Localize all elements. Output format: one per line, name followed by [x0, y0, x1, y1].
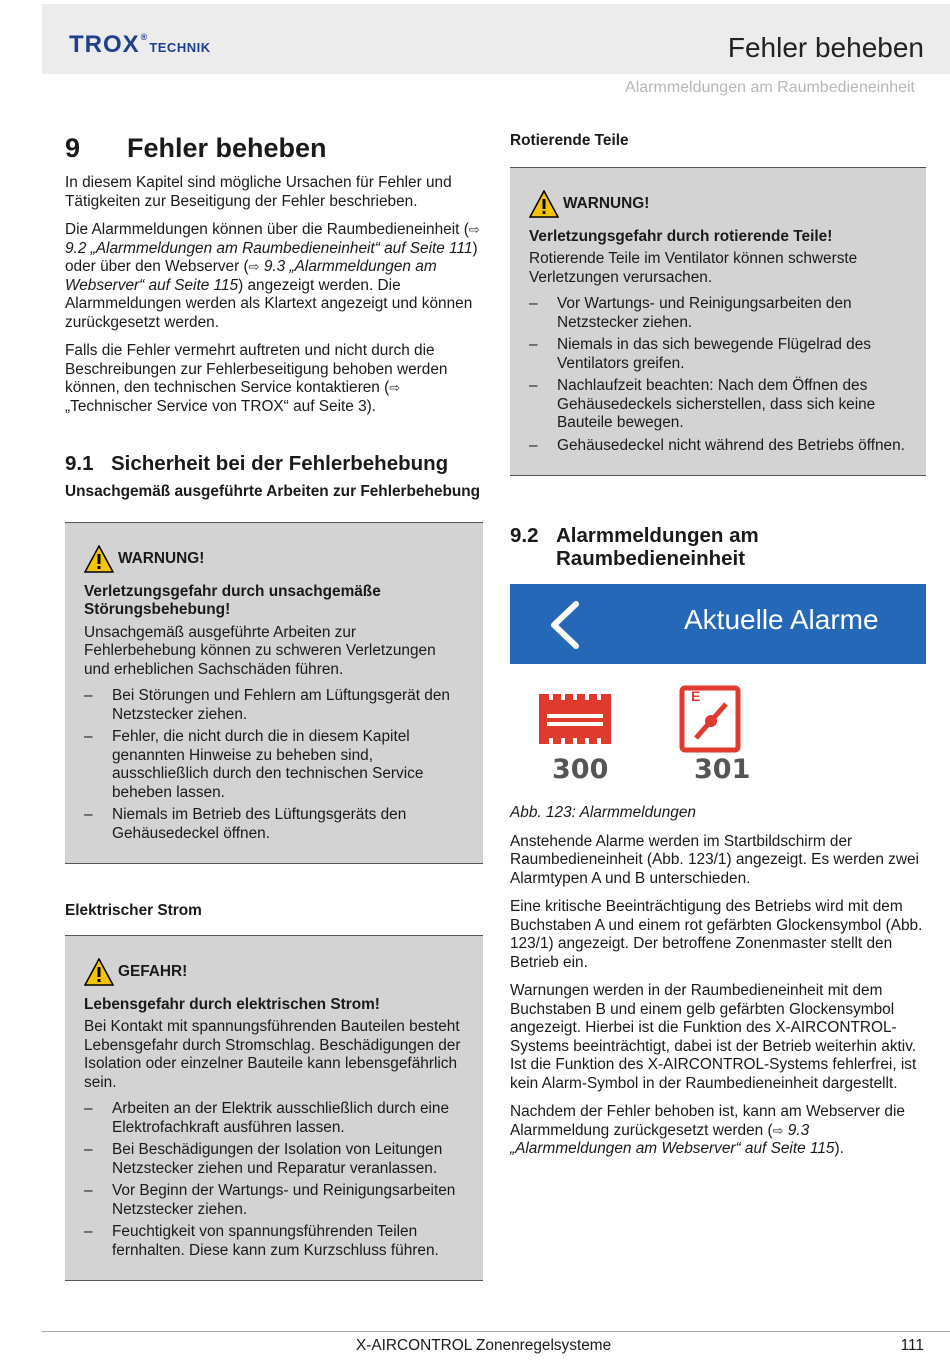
- link-technical-service[interactable]: „Technischer Service von TROX“ auf Seite 3: [65, 397, 367, 415]
- danger-box-electric: [65, 935, 483, 1282]
- footer-product: X-AIRCONTROL Zonenregelsysteme: [356, 1337, 612, 1354]
- list-item: – Gehäusedeckel nicht während des Betriebs öffnen.: [529, 437, 908, 456]
- danger-subtitle: Lebensgefahr durch elektrischen Strom!: [84, 995, 380, 1013]
- alarm-code-300: 300: [552, 754, 609, 785]
- service-paragraph: Falls die Fehler vermehrt auftreten und nicht durch die Beschreibungen zur Fehlerbeseitigung behoben werden können, den technischen Service kontaktieren (⇨ „Technischer Service von TROX“ auf Seite 3).: [65, 342, 448, 415]
- chapter-title: Fehler beheben: [727, 32, 924, 63]
- warning-triangle-icon: [84, 958, 114, 986]
- alarm-para-1: Anstehende Alarme werden im Startbildschirm der Raumbedieneinheit (Abb. 123/1) angezeigt. Es werden zwei Alarmtypen A und B unterschieden.: [510, 832, 919, 887]
- list-item: – Niemals in das sich bewegende Flügelrad des Ventilators greifen.: [529, 336, 908, 373]
- footer-divider: [42, 1331, 950, 1332]
- warning-subtitle: Verletzungsgefahr durch unsachgemäße Störungsbehebung!: [84, 582, 381, 618]
- back-arrow-icon[interactable]: [544, 600, 584, 650]
- list-item: – Bei Beschädigungen der Isolation von Leitungen Netzstecker ziehen und Reparatur veranlassen.: [84, 1141, 465, 1178]
- link-section-9-3[interactable]: 9.3 „Alarmmeldungen am Webserver“ auf Seite 115: [65, 258, 437, 294]
- section-9-1-heading: 9.1 Sicherheit bei der Fehlerbehebung: [65, 452, 449, 475]
- right-column: [510, 132, 926, 1159]
- danger-text: Bei Kontakt mit spannungsführenden Bauteilen besteht Lebensgefahr durch Stromschlag. Beschädigungen der Isolation oder einzelner Bauteile kann lebensgefährlich sein.: [84, 1018, 461, 1091]
- section-9-heading: [65, 132, 483, 164]
- section-number: 9: [65, 133, 81, 163]
- left-column: [65, 132, 483, 1281]
- warning-label: WARNUNG!: [563, 194, 650, 212]
- alarm-letter: E: [691, 688, 701, 704]
- list-item: – Nachlaufzeit beachten: Nach dem Öffnen des Gehäusedeckels sicherstellen, dass sich keine Bauteile bewegen.: [529, 377, 908, 433]
- warning-label: WARNUNG!: [118, 549, 205, 567]
- alarm-screen-figure: [510, 584, 926, 792]
- list-item: – Feuchtigkeit von spannungsführenden Teilen fernhalten. Diese kann zum Kurzschluss führen.: [84, 1223, 465, 1260]
- link-section-9-2[interactable]: 9.2 „Alarmmeldungen am Raumbedieneinheit“ auf Seite 111: [65, 239, 473, 257]
- alarm-para-2: Eine kritische Beeinträchtigung des Betriebs wird mit dem Buchstaben A und einem rot gefärbten Glockensymbol (Abb. 123/1) angezeigt. Der betroffene Zonenmaster stellt den Betrieb ein.: [510, 898, 923, 971]
- alarm-300-icon[interactable]: [535, 684, 615, 754]
- alarm-paragraph: Die Alarmmeldungen können über die Raumbedieneinheit (⇨ 9.2 „Alarmmeldungen am Raumbedieneinheit“ auf Seite 111) oder über den Webserver (⇨ 9.3 „Alarmmeldungen am Webserver“ auf Seite 115) angezeigt werden. Die Alarmmeldungen werden als Klartext angezeigt und können zurückgesetzt werden.: [65, 221, 480, 331]
- list-item: – Fehler, die nicht durch die in diesem Kapitel genannten Hinweise zu beheben sind, ausschließlich durch den technischen Service beheben lassen.: [84, 728, 465, 802]
- warning-box-rotating: [510, 167, 926, 477]
- logo-brand: TROX: [69, 31, 140, 58]
- link-section-9-3[interactable]: 9.3 „Alarmmeldungen am Webserver“ auf Seite 115: [510, 1121, 835, 1157]
- trox-logo: [69, 31, 211, 59]
- danger-label: GEFAHR!: [118, 962, 188, 980]
- warning-text: Rotierende Teile im Ventilator können schwerste Verletzungen verursachen.: [529, 250, 858, 286]
- warning-subtitle: Verletzungsgefahr durch rotierende Teile!: [529, 227, 833, 245]
- reference-arrow-icon: ⇨: [468, 222, 480, 237]
- section-title: Fehler beheben: [127, 133, 327, 163]
- warning-triangle-icon: [84, 545, 114, 573]
- subheading-electric: Elektrischer Strom: [65, 902, 202, 919]
- list-item: – Vor Wartungs- und Reinigungsarbeiten den Netzstecker ziehen.: [529, 295, 908, 332]
- reference-arrow-icon: ⇨: [772, 1122, 784, 1138]
- list-item: – Vor Beginn der Wartungs- und Reinigungsarbeiten Netzstecker ziehen.: [84, 1182, 465, 1219]
- subheading-improper-work: Unsachgemäß ausgeführte Arbeiten zur Fehlerbehebung: [65, 483, 481, 500]
- list-item: – Arbeiten an der Elektrik ausschließlich durch eine Elektrofachkraft ausführen lassen.: [84, 1100, 465, 1137]
- screen-title: Aktuelle Alarme: [684, 604, 879, 635]
- alarm-para-3: Warnungen werden in der Raumbedieneinheit mit dem Buchstaben B und einem gelb gefärbten Glockensymbol angezeigt. Hierbei ist die Funktion des X-AIRCONTROL-Systems beeinträchtigt, dabei ist der Betrieb weiterhin aktiv. Ist die Funktion des X-AIRCONTROL-Systems fehlerfrei, ist kein Alarm-Symbol in der Raumbedieneinheit dargestellt.: [510, 982, 917, 1092]
- page-number: 111: [900, 1337, 924, 1354]
- warning-triangle-icon: [529, 190, 559, 218]
- alarm-301-icon[interactable]: [678, 684, 742, 754]
- warning-list: [529, 295, 908, 455]
- alarm-code-301: 301: [694, 754, 751, 785]
- subchapter-title: Alarmmeldungen am Raumbedieneinheit: [625, 79, 915, 96]
- warning-text: Unsachgemäß ausgeführte Arbeiten zur Fehlerbehebung können zu schweren Verletzungen und erheblichen Sachschäden führen.: [84, 623, 436, 678]
- figure-caption: Abb. 123: Alarmmeldungen: [510, 804, 696, 821]
- logo-subtitle: TECHNIK: [149, 40, 211, 55]
- reference-arrow-icon: ⇨: [248, 259, 260, 274]
- list-item: – Niemals im Betrieb des Lüftungsgeräts den Gehäusedeckel öffnen.: [84, 806, 465, 843]
- danger-list: [84, 1100, 465, 1260]
- list-item: – Bei Störungen und Fehlern am Lüftungsgerät den Netzstecker ziehen.: [84, 687, 465, 724]
- subheading-rotating: Rotierende Teile: [510, 132, 629, 149]
- warning-box-improper-repair: [65, 522, 483, 865]
- logo-registered-mark: ®: [140, 32, 148, 42]
- intro-paragraph: In diesem Kapitel sind mögliche Ursachen für Fehler und Tätigkeiten zur Beseitigung der Fehler beschrieben.: [65, 174, 452, 210]
- alarm-para-4: Nachdem der Fehler behoben ist, kann am Webserver die Alarmmeldung zurückgesetzt werden (⇨ 9.3 „Alarmmeldungen am Webserver“ auf Seite 115).: [510, 1103, 905, 1157]
- warning-list: [84, 687, 465, 843]
- reference-arrow-icon: ⇨: [389, 380, 401, 395]
- section-9-2-heading: 9.2 Alarmmeldungen am Raumbedieneinheit: [510, 524, 759, 570]
